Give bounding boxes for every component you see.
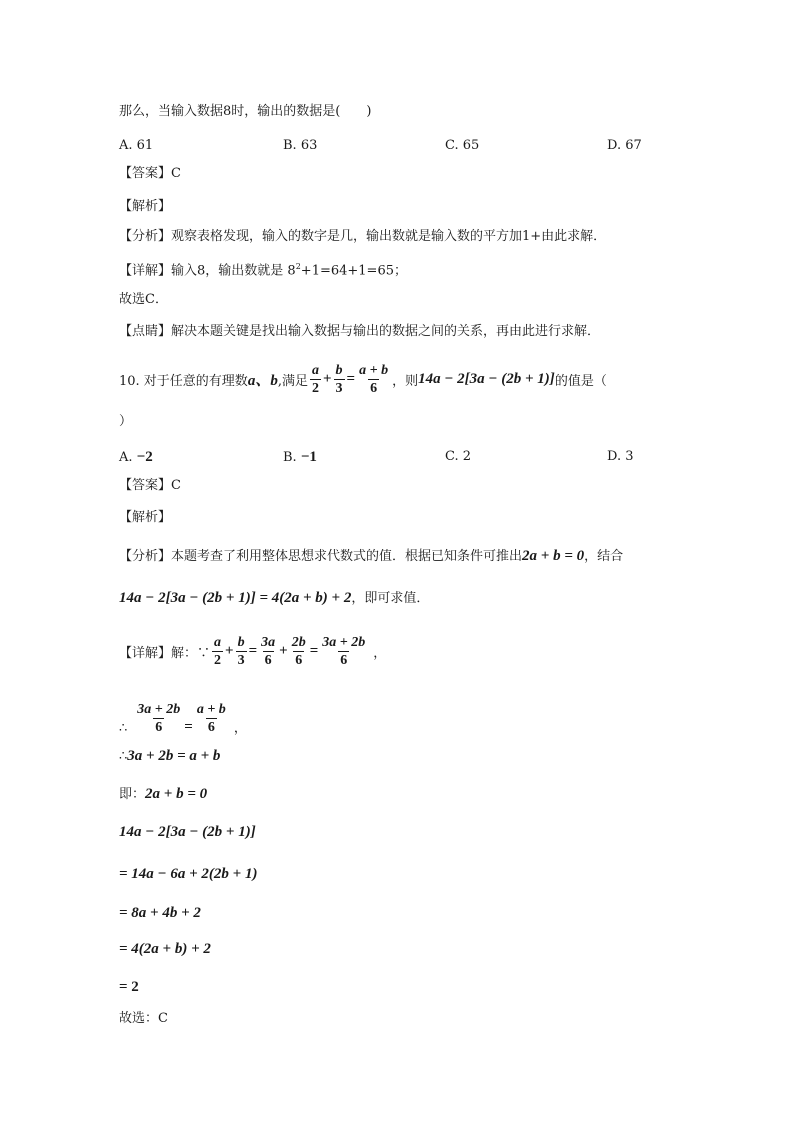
q10-step5: 14a − 2[3a − (2b + 1)]: [119, 824, 256, 840]
q10-step1: 【详解】 解：∵ $\frac{a}{2}$ + $\frac{b}{3}$ = $\frac{3a}{6}$ + $\frac{2b}{6}$ = $\frac{3a + 2b}{6}$ ，: [119, 634, 387, 668]
q10-option-d: D. 3: [607, 449, 634, 464]
q10-option-c: C. 2: [445, 449, 472, 464]
q9-option-d: D. 67: [607, 138, 642, 153]
q10-answer: 【答案】C: [119, 478, 181, 493]
q9-analysis-heading: 【解析】: [119, 199, 172, 214]
q10-given-frac-sum: $\frac{a + b}{6}$: [359, 362, 389, 396]
q10-step3: ∴3a + 2b = a + b: [119, 748, 221, 764]
q9-stem: 那么，当输入数据8时，输出的数据是( ): [119, 104, 372, 119]
q9-fenxi: 【分析】观察表格发现，输入的数字是几，输出数就是输入数的平方加1+由此求解．: [119, 229, 607, 244]
q10-conclusion: 故选：C: [119, 1011, 168, 1026]
q9-dianjing: 【点睛】解决本题关键是找出输入数据与输出的数据之间的关系，再由此进行求解．: [119, 324, 601, 339]
q9-option-b: B. 63: [283, 138, 318, 153]
q10-close-paren: ）: [119, 414, 133, 429]
q10-expr: 14a − 2[3a − (2b + 1)]: [418, 370, 555, 387]
q10-option-a: A. −2: [119, 449, 153, 465]
q10-step4: 即：2a + b = 0: [119, 786, 208, 802]
q9-option-c: C. 65: [445, 138, 480, 153]
q10-stem: 10. 对于任意的有理数 a、b ,满足 $\frac{a}{2}$ + $\frac{b}{3}$ = $\frac{a + b}{6}$ ，则 14a − 2[3a − (2b + 1)] 的值是（: [119, 362, 607, 396]
q10-step9: = 2: [119, 979, 139, 995]
q10-fenxi: 【分析】本题考查了利用整体思想求代数式的值．根据已知条件可推出2a + b = 0，结合: [119, 548, 624, 564]
q10-option-b: B. −1: [283, 449, 317, 465]
q9-conclusion: 故选C．: [119, 292, 168, 307]
q10-step7: = 8a + 4b + 2: [119, 905, 201, 921]
q10-given-frac-a: $\frac{a}{2}$: [311, 362, 319, 396]
q10-analysis-heading: 【解析】: [119, 510, 172, 525]
q10-fenxi-line2: 14a − 2[3a − (2b + 1)] = 4(2a + b) + 2，即可求值．: [119, 590, 430, 606]
q9-option-a: A. 61: [119, 138, 154, 153]
q9-answer: 【答案】C: [119, 166, 181, 181]
q9-xiangjie: 【详解】输入8，输出数就是 $8^2+1=64+1=65$；: [119, 262, 407, 279]
q10-vars: a、b: [247, 372, 278, 389]
q10-step2: ∴ $\frac{3a + 2b}{6}$ = $\frac{a + b}{6}$ ，: [119, 702, 247, 736]
q10-given-frac-b: $\frac{b}{3}$: [335, 362, 343, 396]
q10-step6: = 14a − 6a + 2(2b + 1): [119, 866, 258, 882]
q10-step8: = 4(2a + b) + 2: [119, 941, 211, 957]
